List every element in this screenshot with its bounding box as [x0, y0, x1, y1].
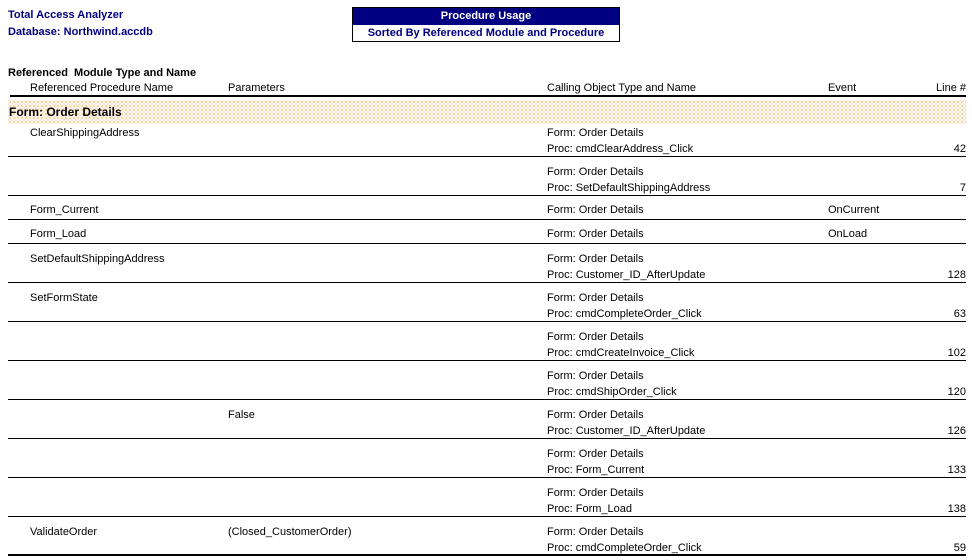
- line-number-cell: 126: [947, 425, 966, 437]
- calling-object-cell: [547, 446, 828, 478]
- referenced-procedure-cell: ValidateOrder: [30, 526, 98, 538]
- line-number-cell: 128: [947, 269, 966, 281]
- parameters-cell: [228, 226, 547, 243]
- table-row: [8, 517, 966, 556]
- calling-object-cell: [547, 125, 828, 157]
- indent-spacer: [8, 446, 30, 478]
- table-row: [8, 124, 966, 157]
- indent-spacer: [8, 81, 30, 95]
- section-header: Referenced Module Type and Name: [8, 67, 197, 79]
- indent-spacer: [8, 290, 30, 322]
- calling-object-type: Form: Order Details: [547, 204, 644, 216]
- parameters-cell: [228, 202, 547, 219]
- event-cell: [828, 446, 918, 478]
- calling-object-cell: [547, 202, 828, 219]
- line-number-cell: 120: [947, 386, 966, 398]
- parameters-cell: [228, 125, 547, 157]
- line-number-cell: 59: [953, 542, 966, 554]
- report-body: [8, 124, 966, 556]
- referenced-procedure-cell: [30, 329, 228, 361]
- parameters-cell: [228, 164, 547, 196]
- calling-object-proc: Proc: cmdCompleteOrder_Click: [547, 542, 702, 554]
- parameters-cell: [228, 485, 547, 517]
- col-header-event: Event: [828, 82, 857, 94]
- calling-object-type: Form: Order Details: [547, 409, 644, 421]
- line-number-cell: 63: [953, 308, 966, 320]
- calling-object-proc: Proc: cmdShipOrder_Click: [547, 386, 677, 398]
- indent-spacer: [8, 329, 30, 361]
- event-cell: [828, 125, 918, 157]
- indent-spacer: [8, 485, 30, 517]
- calling-object-proc: Proc: Customer_ID_AfterUpdate: [547, 269, 706, 281]
- calling-object-proc: Proc: cmdClearAddress_Click: [547, 143, 694, 155]
- indent-spacer: [8, 368, 30, 400]
- calling-object-proc: Proc: cmdCompleteOrder_Click: [547, 308, 702, 320]
- referenced-procedure-cell: [30, 485, 228, 517]
- referenced-procedure-cell: [30, 164, 228, 196]
- calling-object-type: Form: Order Details: [547, 292, 644, 304]
- event-cell: [828, 329, 918, 361]
- parameters-cell: [228, 446, 547, 478]
- table-row: [8, 439, 966, 478]
- calling-object-type: Form: Order Details: [547, 370, 644, 382]
- parameters-cell: [228, 251, 547, 283]
- calling-object-type: Form: Order Details: [547, 166, 644, 178]
- line-number-cell: 138: [947, 503, 966, 515]
- referenced-procedure-cell: SetFormState: [30, 292, 98, 304]
- calling-object-cell: [547, 407, 828, 439]
- header-divider: [10, 95, 966, 97]
- table-row: [8, 322, 966, 361]
- calling-object-cell: [547, 485, 828, 517]
- app-header: [8, 7, 153, 41]
- table-row: [8, 361, 966, 400]
- app-title: Total Access Analyzer: [8, 9, 124, 21]
- calling-object-proc: Proc: cmdCreateInvoice_Click: [547, 347, 695, 359]
- calling-object-type: Form: Order Details: [547, 127, 644, 139]
- line-number-cell: 133: [947, 464, 966, 476]
- indent-spacer: [8, 202, 30, 219]
- report-title-box: [352, 7, 620, 42]
- calling-object-cell: [547, 251, 828, 283]
- event-cell: OnCurrent: [828, 204, 880, 216]
- calling-object-type: Form: Order Details: [547, 487, 644, 499]
- calling-object-cell: [547, 226, 828, 243]
- table-row: [8, 478, 966, 517]
- line-number-cell: 42: [953, 143, 966, 155]
- event-cell: [828, 368, 918, 400]
- calling-object-cell: [547, 524, 828, 556]
- table-row: [8, 283, 966, 322]
- report-subtitle: Sorted By Referenced Module and Procedure: [353, 25, 619, 41]
- indent-spacer: [8, 125, 30, 157]
- calling-object-proc: Proc: Form_Load: [547, 503, 632, 515]
- indent-spacer: [8, 164, 30, 196]
- calling-object-cell: [547, 368, 828, 400]
- line-number-cell: 7: [959, 182, 966, 194]
- col-header-calling: Calling Object Type and Name: [547, 82, 696, 94]
- referenced-procedure-cell: [30, 446, 228, 478]
- col-header-procedure: Referenced Procedure Name: [30, 82, 174, 94]
- event-cell: [828, 251, 918, 283]
- table-row: [8, 220, 966, 244]
- calling-object-cell: [547, 290, 828, 322]
- calling-object-type: Form: Order Details: [547, 253, 644, 265]
- event-cell: OnLoad: [828, 228, 868, 240]
- report-title: Procedure Usage: [353, 8, 619, 25]
- event-cell: [828, 524, 918, 556]
- line-number-cell: 102: [947, 347, 966, 359]
- calling-object-proc: Proc: Customer_ID_AfterUpdate: [547, 425, 706, 437]
- event-cell: [828, 485, 918, 517]
- group-header: Form: Order Details: [8, 100, 966, 124]
- referenced-procedure-cell: Form_Current: [30, 204, 99, 216]
- calling-object-type: Form: Order Details: [547, 448, 644, 460]
- calling-object-proc: Proc: SetDefaultShippingAddress: [547, 182, 711, 194]
- indent-spacer: [8, 226, 30, 243]
- calling-object-type: Form: Order Details: [547, 526, 644, 538]
- parameters-cell: (Closed_CustomerOrder): [228, 526, 352, 538]
- event-cell: [828, 407, 918, 439]
- referenced-procedure-cell: [30, 368, 228, 400]
- table-row: [8, 157, 966, 196]
- event-cell: [828, 290, 918, 322]
- line-number-cell: [918, 202, 966, 219]
- calling-object-cell: [547, 329, 828, 361]
- parameters-cell: False: [228, 409, 255, 421]
- event-cell: [828, 164, 918, 196]
- col-header-parameters: Parameters: [228, 82, 285, 94]
- calling-object-type: Form: Order Details: [547, 331, 644, 343]
- table-row: [8, 244, 966, 283]
- calling-object-proc: Proc: Form_Current: [547, 464, 645, 476]
- referenced-procedure-cell: Form_Load: [30, 228, 87, 240]
- referenced-procedure-cell: [30, 407, 228, 439]
- indent-spacer: [8, 524, 30, 556]
- calling-object-cell: [547, 164, 828, 196]
- calling-object-type: Form: Order Details: [547, 228, 644, 240]
- parameters-cell: [228, 329, 547, 361]
- indent-spacer: [8, 407, 30, 439]
- column-header-row: [8, 81, 966, 95]
- col-header-line: Line #: [936, 82, 966, 94]
- referenced-procedure-cell: ClearShippingAddress: [30, 127, 140, 139]
- line-number-cell: [918, 226, 966, 243]
- parameters-cell: [228, 290, 547, 322]
- referenced-procedure-cell: SetDefaultShippingAddress: [30, 253, 165, 265]
- database-label: Database: Northwind.accdb: [8, 26, 153, 38]
- indent-spacer: [8, 251, 30, 283]
- table-row: [8, 196, 966, 220]
- parameters-cell: [228, 368, 547, 400]
- table-row: [8, 400, 966, 439]
